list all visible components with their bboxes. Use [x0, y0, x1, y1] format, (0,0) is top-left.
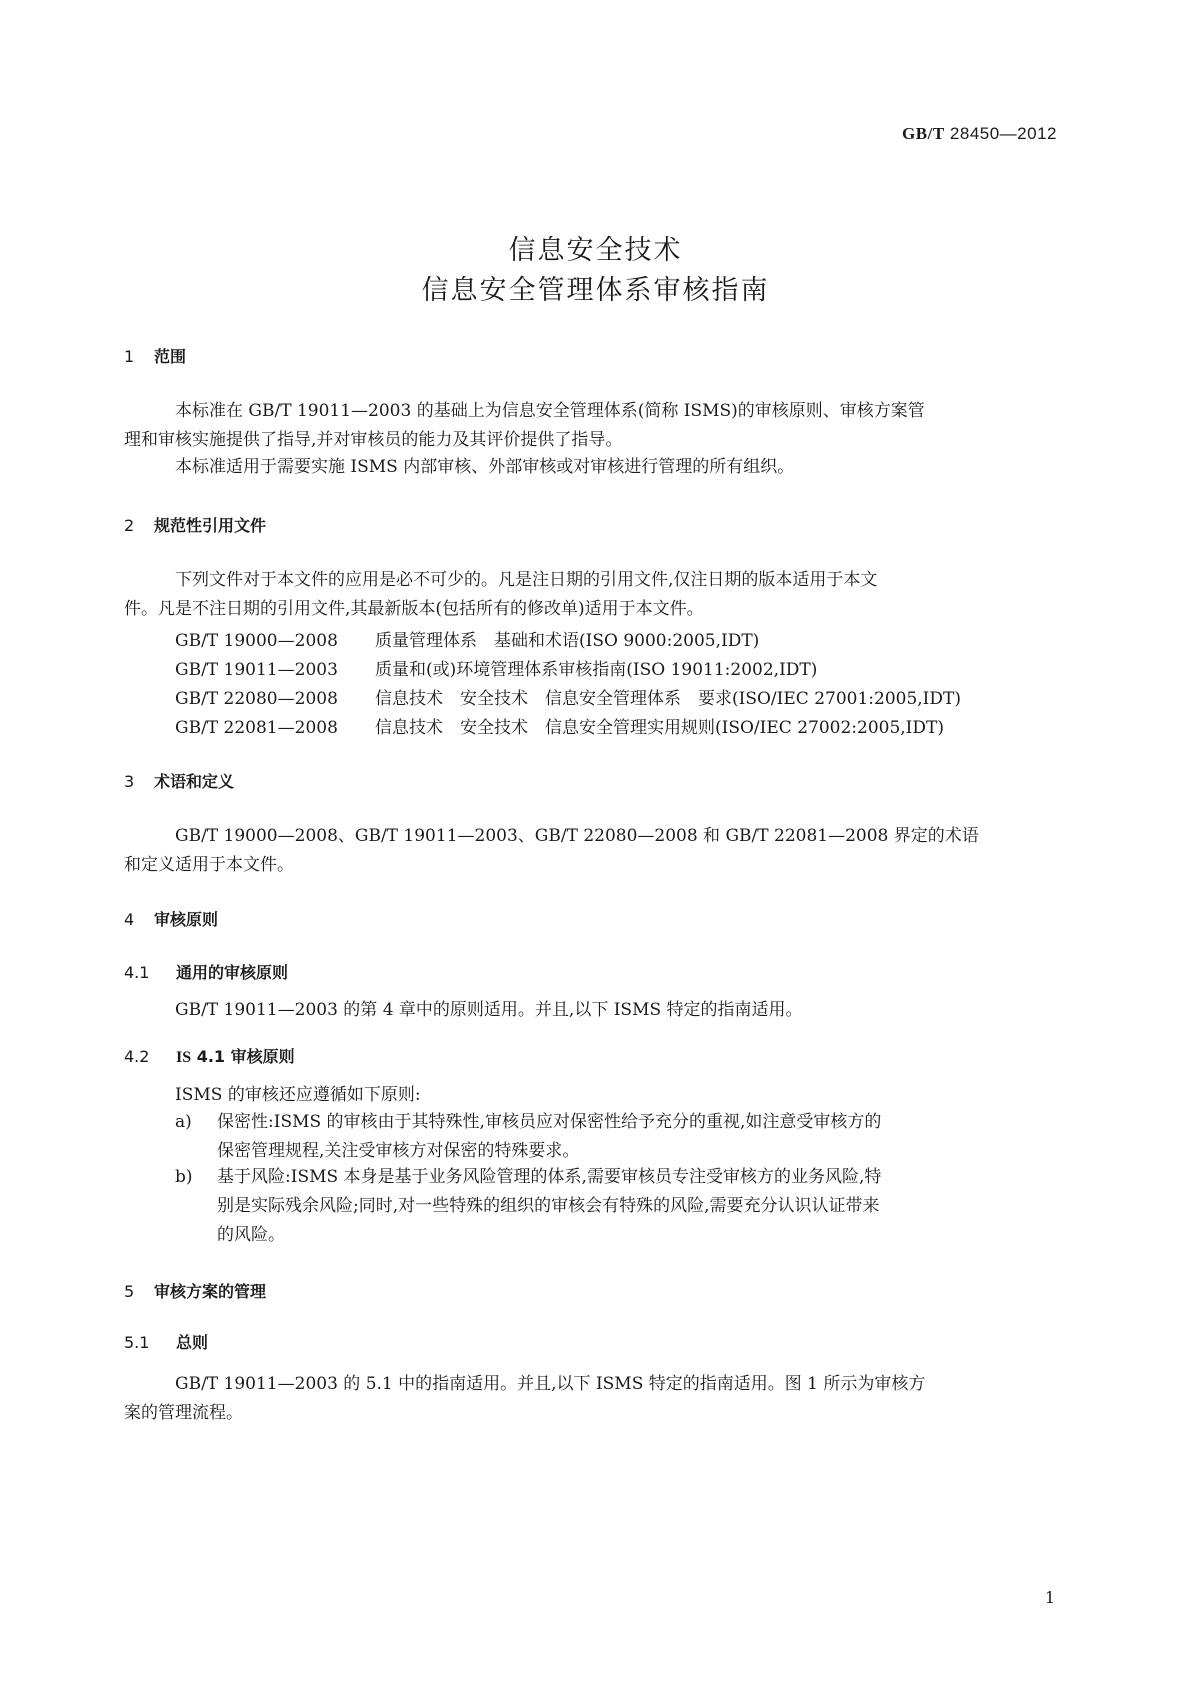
- section-heading-3: [124, 769, 234, 792]
- text-line: 案的管理流程。: [124, 1403, 243, 1423]
- section-heading-5: [124, 1279, 266, 1302]
- text-line: 的风险。: [217, 1225, 285, 1245]
- section-title: 通用的审核原则: [176, 963, 289, 982]
- section-number: 3: [124, 772, 135, 791]
- section-title-prefix: IS: [176, 1049, 192, 1066]
- section-heading-1: [124, 344, 186, 367]
- section-title: 术语和定义: [154, 772, 235, 791]
- section-number: 1: [124, 347, 135, 366]
- text-line: GB/T 19011—2003 的 5.1 中的指南适用。并且,以下 ISMS 特定的指南适用。图 1 所示为审核方: [175, 1374, 926, 1394]
- subsection-heading-5-1: [124, 1330, 208, 1353]
- section-title: 总则: [176, 1333, 209, 1352]
- reference-item: [175, 684, 961, 709]
- section-number: 4: [124, 910, 135, 929]
- text-line: 理和审核实施提供了指导,并对审核员的能力及其评价提供了指导。: [124, 430, 623, 450]
- standard-number: 28450—2012: [949, 124, 1057, 143]
- reference-item: [175, 626, 759, 651]
- text-line: 保密性:ISMS 的审核由于其特殊性,审核员应对保密性给予充分的重视,如注意受审核方的: [217, 1112, 882, 1132]
- section-number: 5.1: [124, 1333, 150, 1352]
- section-title: 范围: [154, 347, 187, 366]
- section-number: 2: [124, 516, 135, 535]
- text-line: ISMS 的审核还应遵循如下原则:: [175, 1085, 421, 1105]
- reference-code: GB/T 22080—2008: [175, 689, 338, 709]
- document-title-line2: 信息安全管理体系审核指南: [421, 275, 770, 306]
- text-line: 别是实际残余风险;同时,对一些特殊的组织的审核会有特殊的风险,需要充分认识认证带来: [217, 1196, 880, 1216]
- document-title-line1: 信息安全技术: [508, 235, 683, 266]
- reference-title: 信息技术 安全技术 信息安全管理体系 要求(ISO/IEC 27001:2005,IDT): [375, 689, 961, 709]
- text-line: GB/T 19000—2008、GB/T 19011—2003、GB/T 22080—2008 和 GB/T 22081—2008 界定的术语: [175, 826, 979, 846]
- text-line: 本标准在 GB/T 19011—2003 的基础上为信息安全管理体系(简称 ISMS)的审核原则、审核方案管: [175, 401, 925, 421]
- standard-code: [902, 124, 1057, 144]
- reference-code: GB/T 22081—2008: [175, 718, 338, 738]
- section-1-paragraph-1: [124, 397, 1059, 455]
- section-4-2-intro: [124, 1081, 1059, 1110]
- text-line: 保密管理规程,关注受审核方对保密的特殊要求。: [217, 1141, 580, 1161]
- section-4-1-paragraph: [124, 996, 1059, 1025]
- section-number: 5: [124, 1282, 135, 1301]
- section-1-paragraph-2: [124, 453, 1059, 482]
- list-text: [217, 1108, 1059, 1166]
- text-line: GB/T 19011—2003 的第 4 章中的原则适用。并且,以下 ISMS 特定的指南适用。: [175, 1000, 803, 1020]
- section-2-paragraph-1: [124, 566, 1059, 624]
- section-number: 4.1: [124, 963, 150, 982]
- reference-item: [175, 655, 817, 680]
- section-5-1-paragraph: [124, 1370, 1059, 1428]
- standard-prefix: GB/T: [902, 124, 945, 143]
- list-marker: b): [175, 1167, 193, 1187]
- text-line: 基于风险:ISMS 本身是基于业务风险管理的体系,需要审核员专注受审核方的业务风险,特: [217, 1167, 882, 1187]
- reference-title: 质量管理体系 基础和术语(ISO 9000:2005,IDT): [375, 631, 760, 651]
- section-3-paragraph-1: [124, 822, 1059, 880]
- section-heading-4: [124, 907, 218, 930]
- text-line: 下列文件对于本文件的应用是必不可少的。凡是注日期的引用文件,仅注日期的版本适用于本文: [175, 570, 878, 590]
- reference-title: 信息技术 安全技术 信息安全管理实用规则(ISO/IEC 27002:2005,IDT): [375, 718, 944, 738]
- text-line: 件。凡是不注日期的引用文件,其最新版本(包括所有的修改单)适用于本文件。: [124, 599, 704, 619]
- list-marker: a): [175, 1112, 192, 1132]
- reference-code: GB/T 19011—2003: [175, 660, 338, 680]
- subsection-heading-4-1: [124, 960, 288, 983]
- section-number: 4.2: [124, 1047, 150, 1066]
- reference-title: 质量和(或)环境管理体系审核指南(ISO 19011:2002,IDT): [375, 660, 818, 680]
- section-title: 4.1 审核原则: [196, 1047, 295, 1066]
- section-title: 审核原则: [154, 910, 219, 929]
- subsection-heading-4-2: [124, 1044, 295, 1067]
- reference-code: GB/T 19000—2008: [175, 631, 338, 651]
- text-line: 和定义适用于本文件。: [124, 855, 294, 875]
- section-title: 规范性引用文件: [154, 516, 267, 535]
- text-line: 本标准适用于需要实施 ISMS 内部审核、外部审核或对审核进行管理的所有组织。: [175, 457, 795, 477]
- list-text: [217, 1163, 1059, 1250]
- section-title: 审核方案的管理: [154, 1282, 267, 1301]
- reference-item: [175, 713, 944, 738]
- section-heading-2: [124, 513, 266, 536]
- page-number: 1: [1044, 1588, 1055, 1607]
